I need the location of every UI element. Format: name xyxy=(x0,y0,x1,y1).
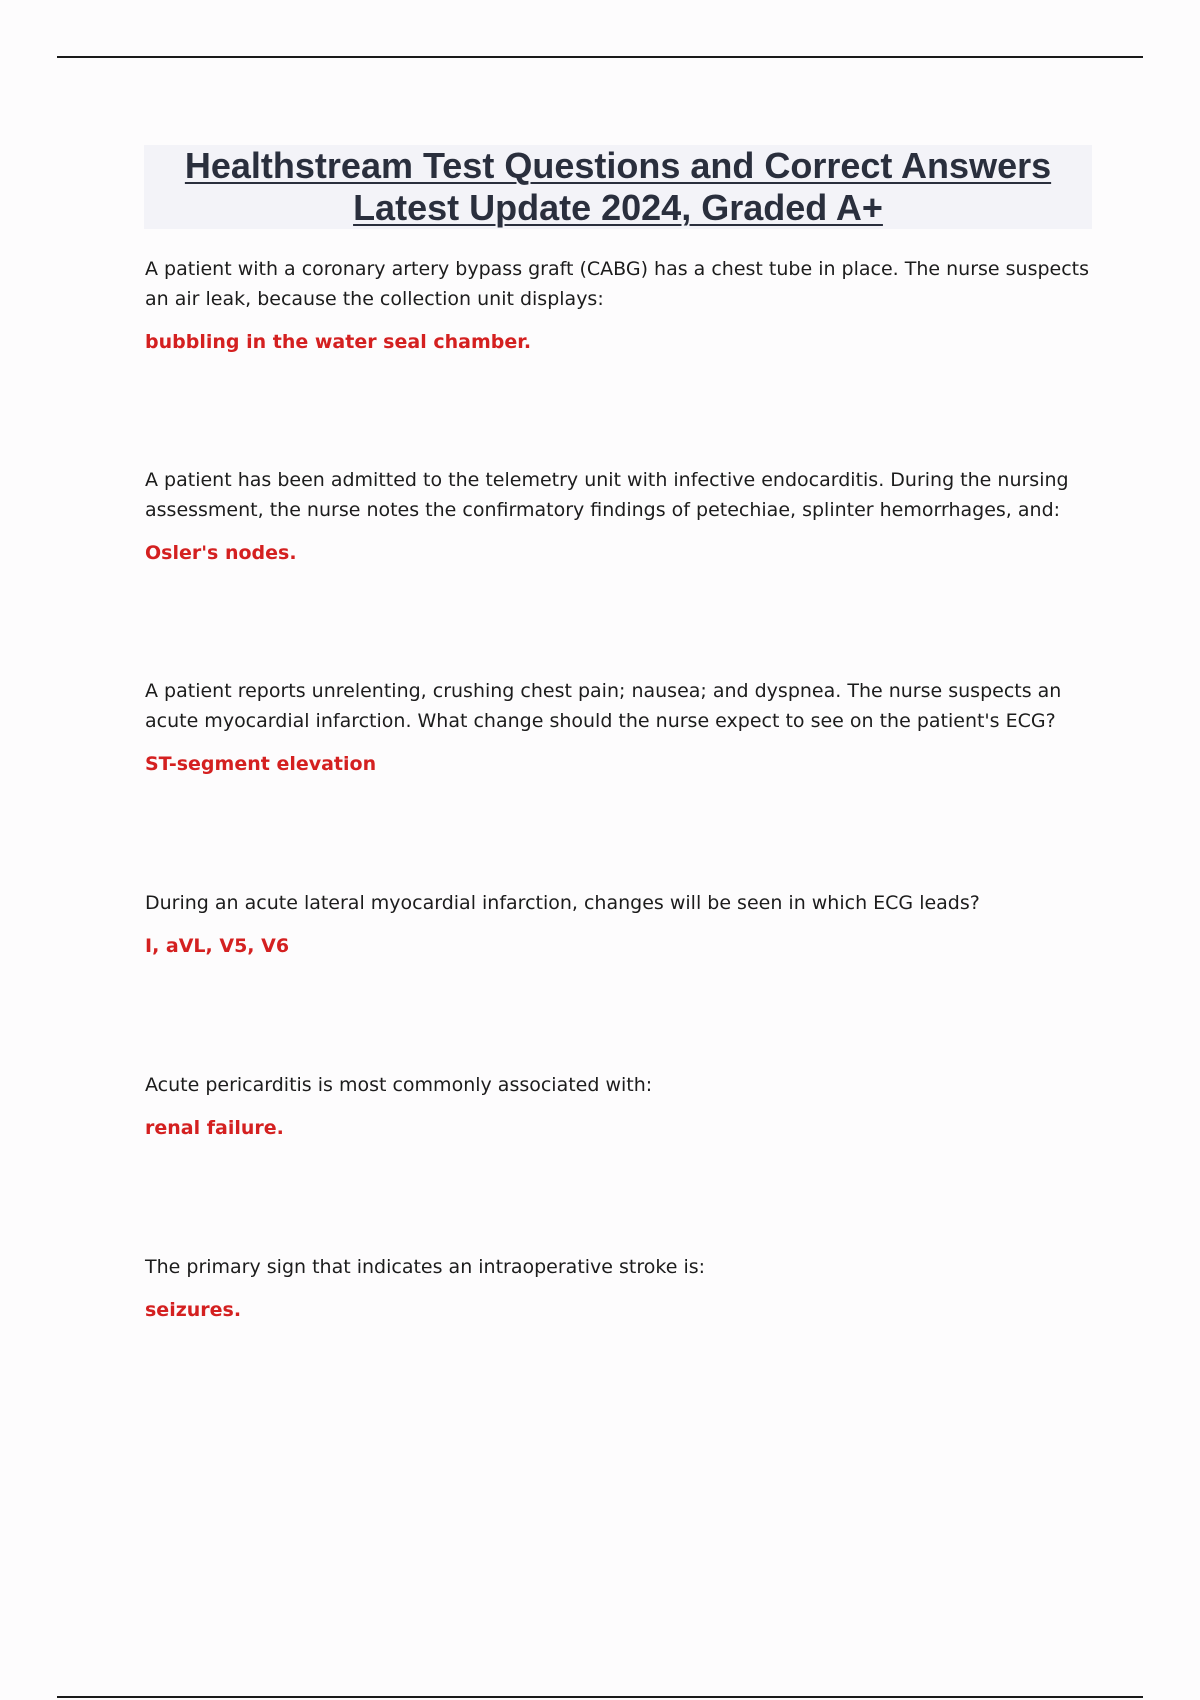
title-banner xyxy=(144,145,1092,229)
answer-6: seizures. xyxy=(145,1299,242,1321)
question-4: During an acute lateral myocardial infarction, changes will be seen in which ECG leads? xyxy=(145,892,980,914)
question-1: A patient with a coronary artery bypass graft (CABG) has a chest tube in place. The nurse suspects an air leak, because the collection unit displays: xyxy=(145,258,1090,310)
qa-item-4 xyxy=(145,888,1095,961)
question-6: The primary sign that indicates an intraoperative stroke is: xyxy=(145,1256,706,1278)
question-3: A patient reports unrelenting, crushing chest pain; nausea; and dyspnea. The nurse suspects an acute myocardial infarction. What change should the nurse expect to see on the patient's ECG? xyxy=(145,680,1062,732)
title-line-2: Latest Update 2024, Graded A+ xyxy=(353,187,883,228)
answer-4: I, aVL, V5, V6 xyxy=(145,935,290,957)
qa-item-5 xyxy=(145,1070,1095,1143)
bottom-rule xyxy=(57,1696,1143,1698)
qa-item-2 xyxy=(145,465,1095,568)
document-title xyxy=(144,145,1092,229)
question-5: Acute pericarditis is most commonly associated with: xyxy=(145,1074,653,1096)
answer-1: bubbling in the water seal chamber. xyxy=(145,331,532,353)
title-line-1: Healthstream Test Questions and Correct Answers xyxy=(184,145,1052,186)
answer-2: Osler's nodes. xyxy=(145,542,297,564)
qa-item-3 xyxy=(145,676,1095,779)
question-2: A patient has been admitted to the telemetry unit with infective endocarditis. During the nursing assessment, the nurse notes the confirmatory findings of petechiae, splinter hemorrhages, and: xyxy=(145,469,1069,521)
answer-3: ST-segment elevation xyxy=(145,753,377,775)
top-rule xyxy=(57,56,1143,58)
answer-5: renal failure. xyxy=(145,1117,284,1139)
qa-item-1 xyxy=(145,254,1095,357)
qa-item-6 xyxy=(145,1252,1095,1325)
